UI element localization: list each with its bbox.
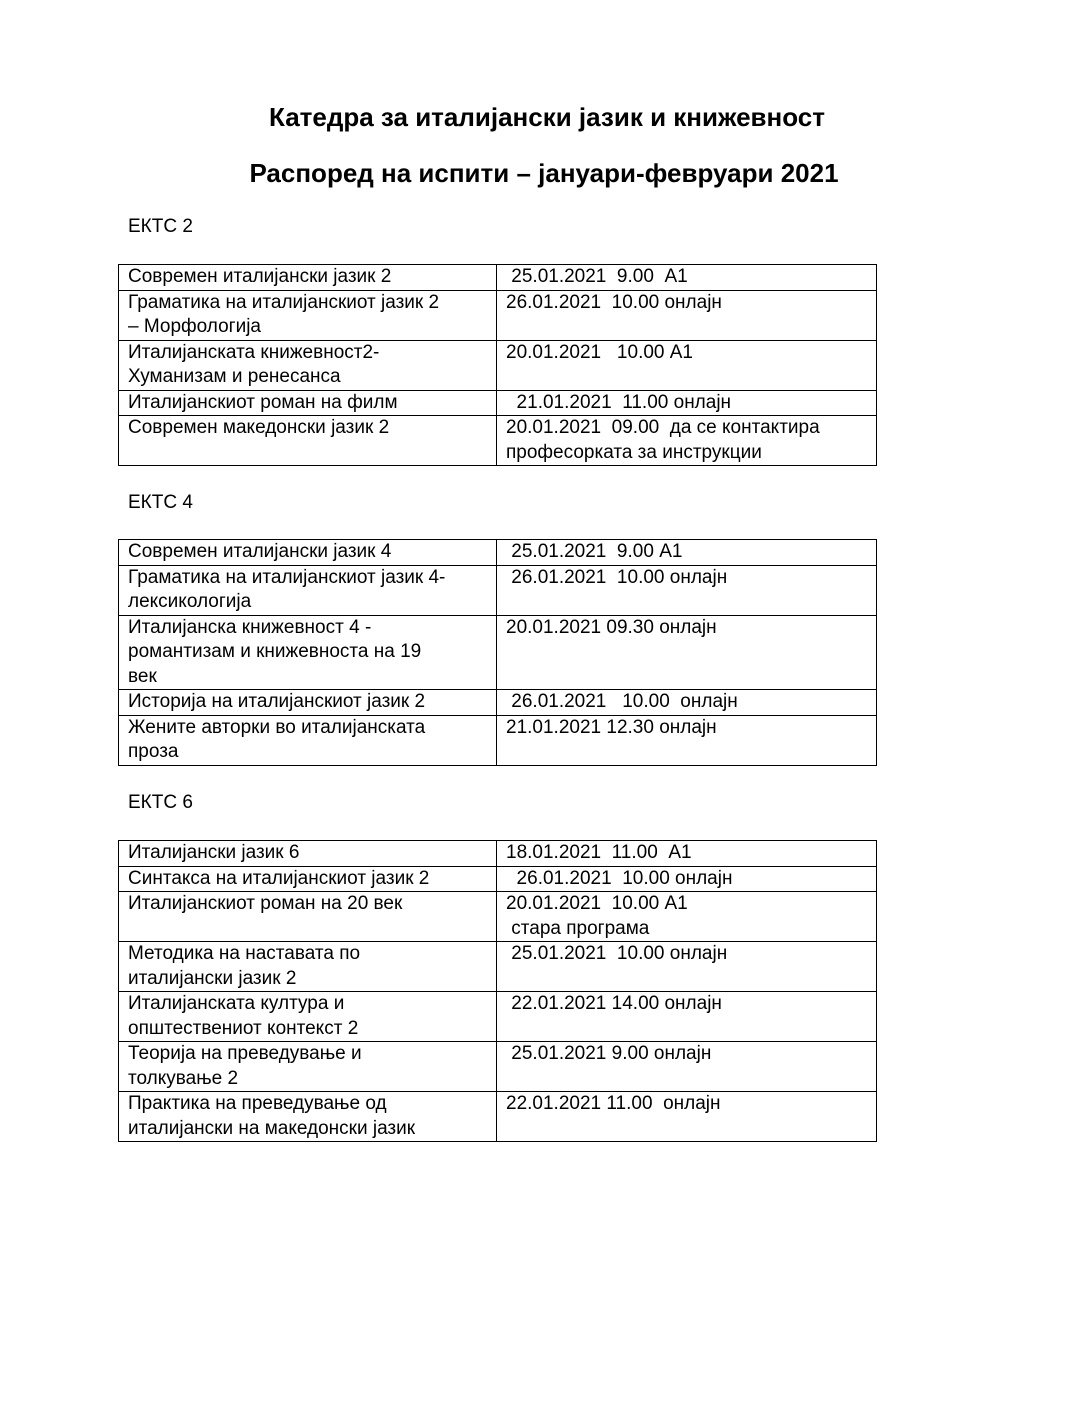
exam-datetime-line: 22.01.2021 14.00 онлајн [506,993,722,1014]
exam-datetime-line: 25.01.2021 9.00 онлајн [506,1043,712,1064]
schedule-title: Распоред на испити – јануари-февруари 2021 [249,158,839,188]
subject-name-line: Италијанска книжевност 4 - [128,616,372,638]
exam-datetime-cell [497,942,877,992]
subject-name-line: проза [128,741,179,762]
exam-datetime-line: 25.01.2021 9.00 А1 [506,266,688,287]
exam-datetime-cell [497,992,877,1042]
exam-datetime-line: 25.01.2021 10.00 онлајн [506,943,728,964]
exam-row [119,416,877,466]
subject-name-line: лексикологија [128,591,252,612]
exam-datetime-cell [497,866,877,892]
exam-datetime-line: 20.01.2021 09.00 да се контактира [506,417,820,438]
exam-datetime-cell [497,715,877,765]
exam-datetime-cell [497,841,877,867]
subject-name-line: Историја на италијанскиот јазик 2 [128,691,426,712]
subject-cell [119,416,497,466]
exam-row [119,992,877,1042]
exam-row [119,390,877,416]
subject-name-line: општествениот контекст 2 [128,1017,359,1039]
exam-datetime-line: 22.01.2021 11.00 онлајн [506,1093,721,1114]
subject-name-line: италијански на македонски јазик [128,1117,416,1139]
subject-cell [119,615,497,690]
subject-cell [119,1092,497,1142]
subject-name-line: романтизам и книжевноста на 19 [128,641,422,662]
subject-name-line: век [128,665,157,687]
exam-datetime-cell [497,340,877,390]
exam-datetime-line: 26.01.2021 10.00 онлајн [506,691,738,712]
exam-datetime-cell [497,1092,877,1142]
subject-name-line: Италијанската книжевност2- [128,341,380,363]
subject-cell [119,690,497,716]
subject-cell [119,942,497,992]
subject-name-line: Италијански јазик 6 [128,842,300,863]
section-label-ects-6: ЕКТС 6 [128,792,193,813]
exam-row [119,265,877,291]
subject-name-line: Италијанскиот роман на филм [128,391,398,413]
subject-name-line: Современ италијански јазик 2 [128,266,392,287]
subject-cell [119,715,497,765]
subject-cell [119,1042,497,1092]
subject-name-line: италијански јазик 2 [128,967,297,989]
subject-cell [119,290,497,340]
exam-row [119,866,877,892]
exam-datetime-line: 20.01.2021 10.00 А1 [506,341,693,363]
exam-datetime-line: 21.01.2021 12.30 онлајн [506,716,717,738]
exam-datetime-cell [497,265,877,291]
exam-row [119,690,877,716]
subject-name-line: Современ македонски јазик 2 [128,417,390,438]
exam-row [119,565,877,615]
exam-datetime-line: 20.01.2021 09.30 онлајн [506,616,717,638]
exam-datetime-cell [497,290,877,340]
exam-row [119,290,877,340]
subject-cell [119,866,497,892]
subject-name-line: Теорија на преведување и [128,1043,362,1064]
exam-table-ects-4 [118,539,877,766]
exam-datetime-line: стара програма [506,917,650,939]
exam-row [119,841,877,867]
subject-name-line: толкување 2 [128,1067,239,1089]
department-title: Катедра за италијански јазик и книжевност [269,102,825,132]
subject-name-line: Синтакса на италијанскиот јазик 2 [128,867,430,889]
exam-datetime-cell [497,690,877,716]
subject-name-line: Практика на преведување од [128,1093,387,1114]
subject-cell [119,340,497,390]
section-label-ects-4: ЕКТС 4 [128,492,193,513]
subject-cell [119,892,497,942]
exam-row [119,942,877,992]
exam-row [119,615,877,690]
exam-datetime-cell [497,1042,877,1092]
exam-datetime-cell [497,540,877,566]
subject-name-line: Жените авторки во италијанската [128,716,426,738]
exam-datetime-cell [497,565,877,615]
exam-datetime-cell [497,390,877,416]
exam-datetime-line: 26.01.2021 10.00 онлајн [506,291,722,313]
subject-cell [119,265,497,291]
subject-name-line: Современ италијански јазик 4 [128,541,392,562]
subject-name-line: Граматика на италијанскиот јазик 4- [128,566,446,588]
subject-cell [119,565,497,615]
subject-name-line: Методика на наставата по [128,943,361,964]
subject-cell [119,992,497,1042]
exam-table-ects-6 [118,840,877,1142]
exam-datetime-line: 25.01.2021 9.00 А1 [506,541,683,562]
exam-datetime-line: 26.01.2021 10.00 онлајн [506,566,728,588]
exam-datetime-line: 18.01.2021 11.00 А1 [506,842,692,863]
exam-row [119,892,877,942]
exam-datetime-line: 21.01.2021 11.00 онлајн [506,391,732,413]
exam-row [119,1092,877,1142]
exam-datetime-line: професорката за инструкции [506,441,762,463]
subject-cell [119,390,497,416]
exam-row [119,1042,877,1092]
subject-name-line: Италијанската култура и [128,993,345,1014]
subject-name-line: Италијанскиот роман на 20 век [128,893,403,914]
subject-name-line: Хуманизам и ренесанса [128,366,341,387]
subject-name-line: Граматика на италијанскиот јазик 2 [128,291,440,313]
exam-datetime-cell [497,615,877,690]
exam-row [119,340,877,390]
section-label-ects-2: ЕКТС 2 [128,216,193,237]
exam-table-ects-2 [118,264,877,466]
subject-cell [119,841,497,867]
exam-datetime-cell [497,892,877,942]
exam-datetime-line: 20.01.2021 10.00 А1 [506,893,688,914]
exam-datetime-line: 26.01.2021 10.00 онлајн [506,867,733,889]
subject-name-line: – Морфологија [128,316,261,337]
exam-row [119,540,877,566]
exam-datetime-cell [497,416,877,466]
exam-row [119,715,877,765]
subject-cell [119,540,497,566]
